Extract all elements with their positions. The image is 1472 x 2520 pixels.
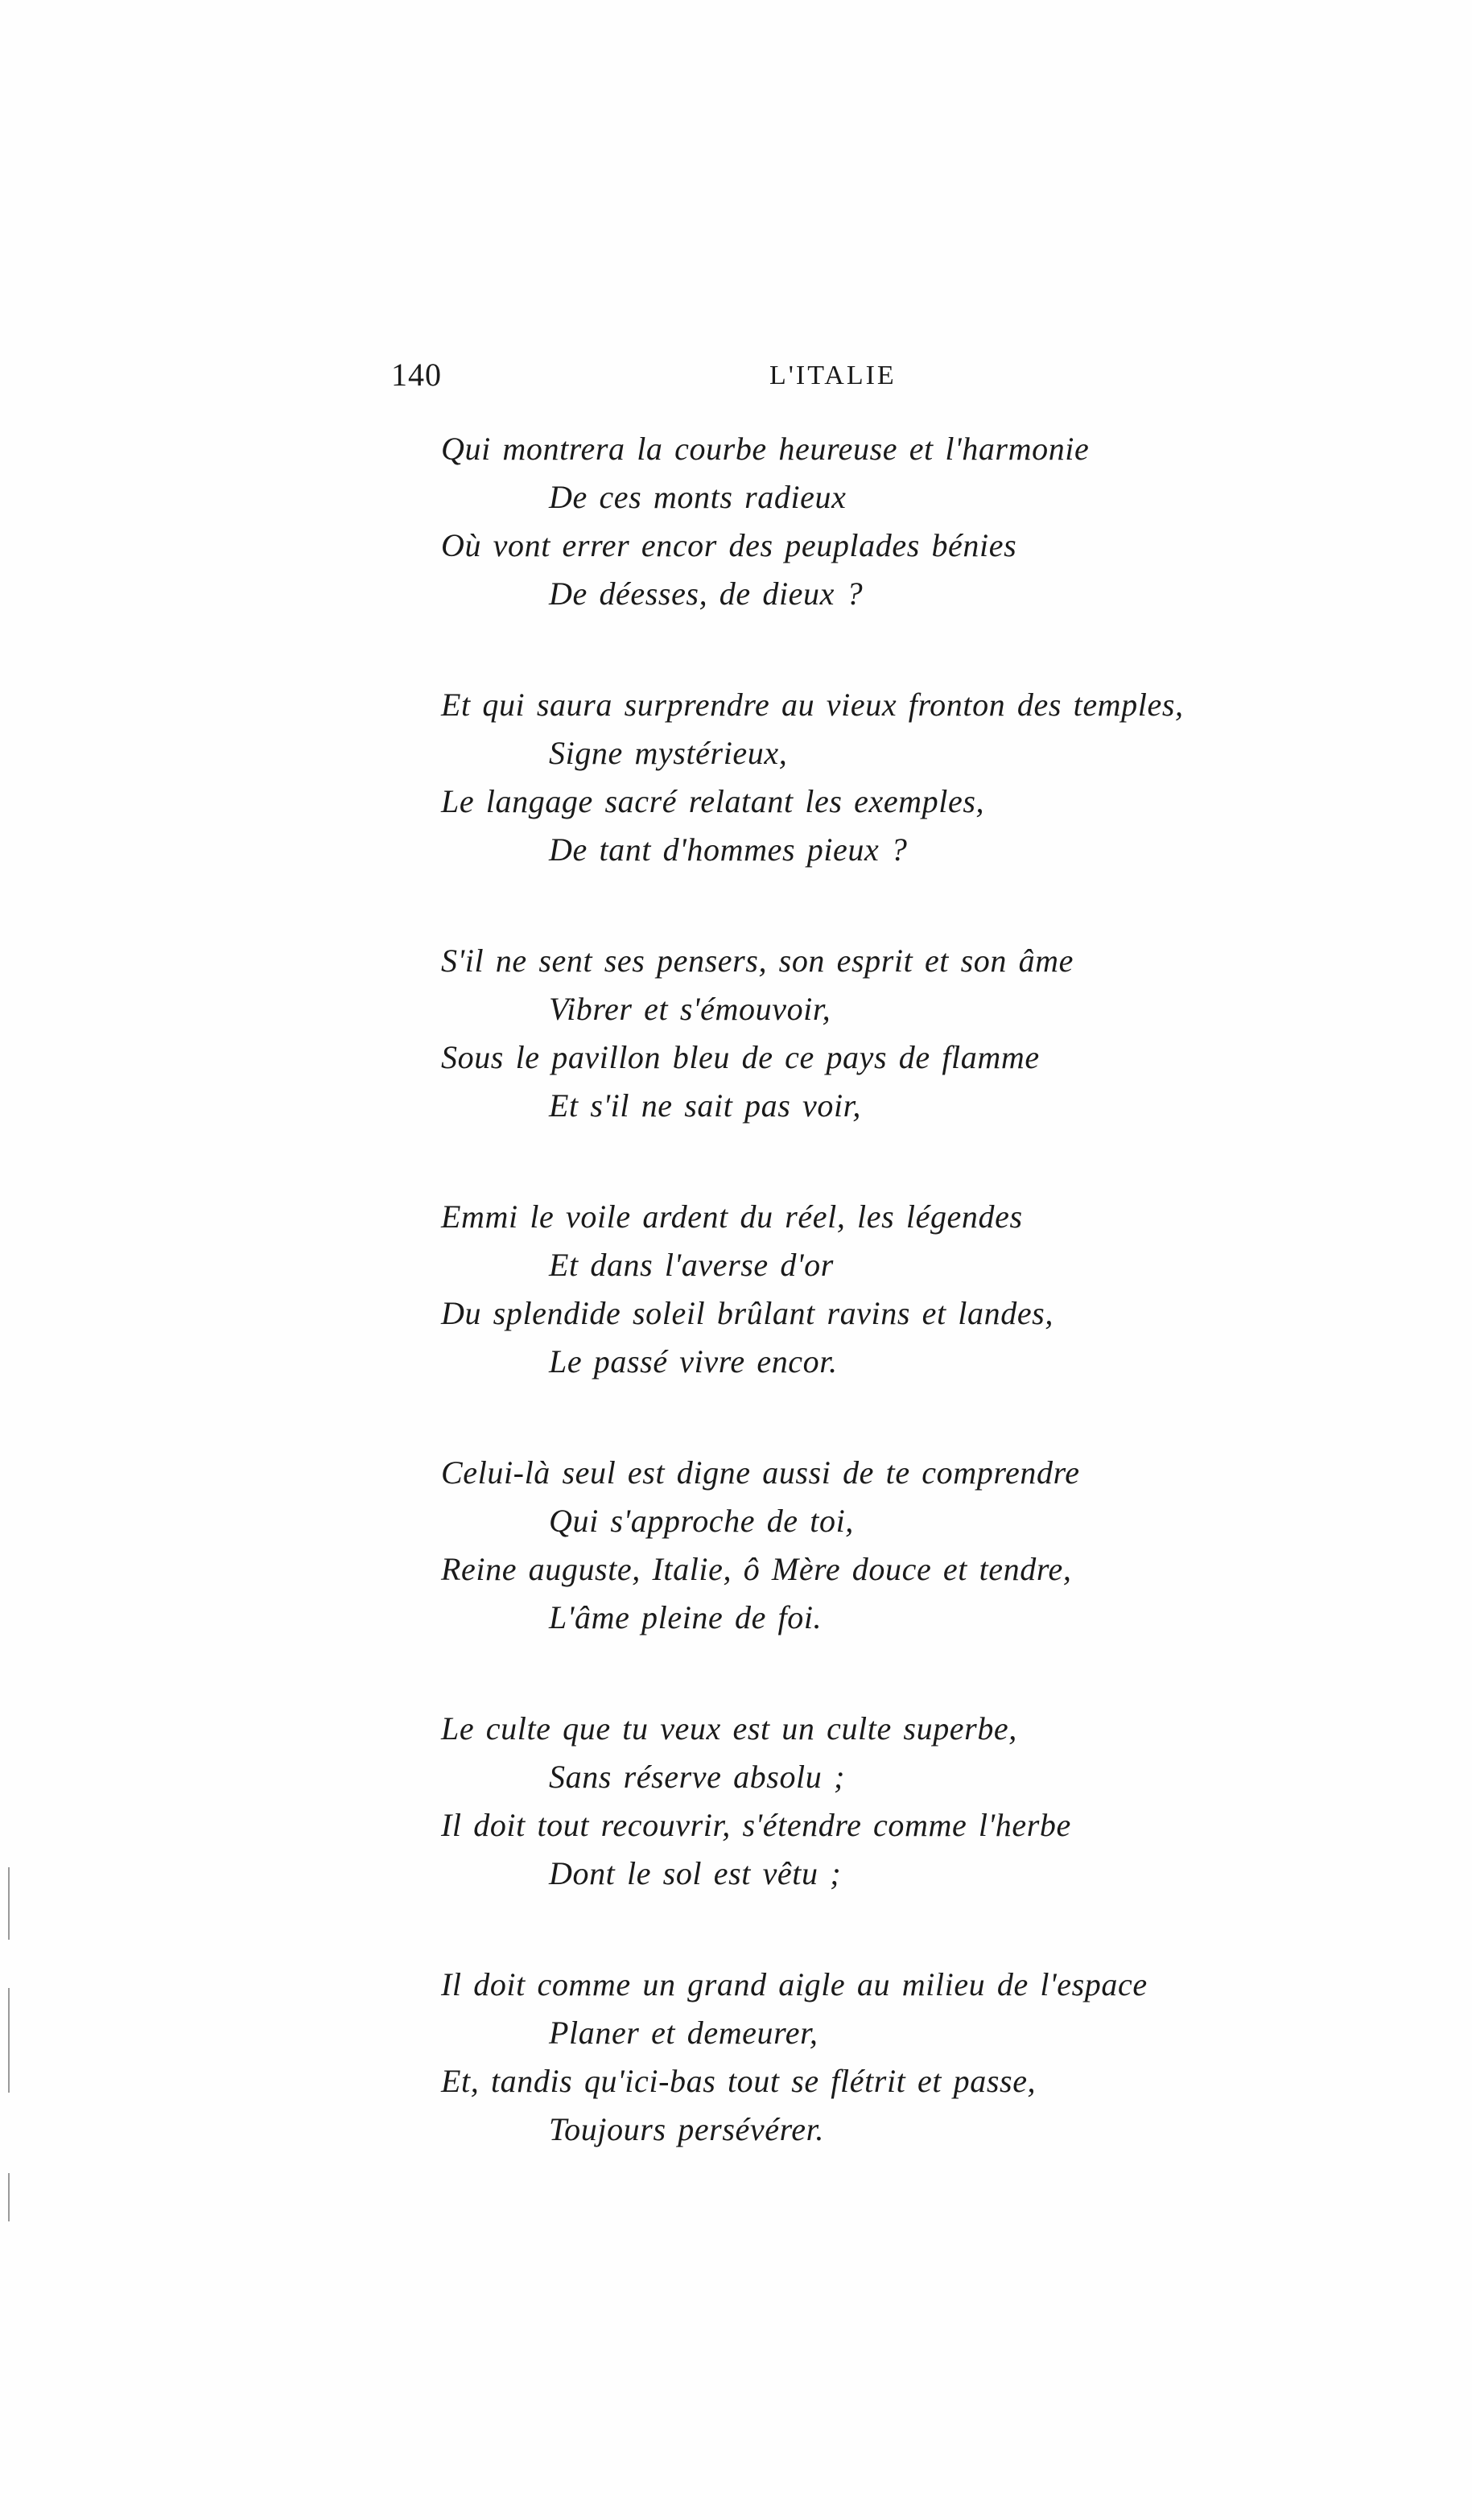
scan-edge-mark	[8, 1867, 10, 1940]
verse-line: Il doit tout recouvrir, s'étendre comme l'herbe	[441, 1807, 1071, 1843]
verse-line: Sous le pavillon bleu de ce pays de flamme	[441, 1039, 1040, 1075]
verse-line: Le culte que tu veux est un culte superbe,	[441, 1710, 1017, 1747]
verse-line: Signe mystérieux,	[549, 735, 788, 771]
stanza	[441, 937, 1262, 1130]
verse-line: Et dans l'averse d'or	[549, 1247, 834, 1283]
verse-line: S'il ne sent ses pensers, son esprit et son âme	[441, 942, 1074, 979]
verse-line: De ces monts radieux	[549, 479, 847, 515]
scan-edge-mark	[8, 1988, 10, 2093]
verse-line: Qui s'approche de toi,	[549, 1503, 854, 1539]
verse-line: Vibrer et s'émouvoir,	[549, 991, 831, 1027]
stanza	[441, 1705, 1262, 1898]
stanza	[441, 425, 1262, 618]
stanza	[441, 681, 1262, 874]
verse-line: Et s'il ne sait pas voir,	[549, 1087, 862, 1124]
verse-line: Planer et demeurer,	[549, 2015, 818, 2051]
page-number: 140	[391, 357, 442, 393]
verse-line: Celui-là seul est digne aussi de te comprendre	[441, 1454, 1080, 1491]
verse-line: L'âme pleine de foi.	[549, 1599, 823, 1635]
verse-line: Où vont errer encor des peuplades bénies	[441, 527, 1017, 563]
running-title: L'ITALIE	[769, 361, 897, 390]
verse-line: Et, tandis qu'ici-bas tout se flétrit et passe,	[441, 2063, 1037, 2099]
verse-line: Emmi le voile ardent du réel, les légendes	[441, 1198, 1023, 1235]
stanza	[441, 1961, 1262, 2154]
stanza	[441, 1449, 1262, 1642]
page-header	[391, 356, 1252, 404]
verse-line: Le passé vivre encor.	[549, 1343, 838, 1380]
verse-line: Le langage sacré relatant les exemples,	[441, 783, 985, 819]
verse-line: Toujours persévérer.	[549, 2111, 824, 2147]
verse-line: Il doit comme un grand aigle au milieu de l'espace	[441, 1966, 1148, 2002]
verse-line: Reine auguste, Italie, ô Mère douce et tendre,	[441, 1551, 1072, 1587]
verse-line: Du splendide soleil brûlant ravins et landes,	[441, 1295, 1053, 1331]
verse-line: Et qui saura surprendre au vieux fronton des temples,	[441, 687, 1184, 723]
scan-edge-mark	[8, 2173, 10, 2221]
verse-line: Dont le sol est vêtu ;	[549, 1855, 842, 1891]
verse-line: De tant d'hommes pieux ?	[549, 831, 908, 868]
verse-line: De déesses, de dieux ?	[549, 575, 864, 612]
verse-line: Sans réserve absolu ;	[549, 1759, 845, 1795]
poem	[441, 425, 1262, 2217]
verse-line: Qui montrera la courbe heureuse et l'harmonie	[441, 431, 1090, 467]
stanza	[441, 1193, 1262, 1386]
